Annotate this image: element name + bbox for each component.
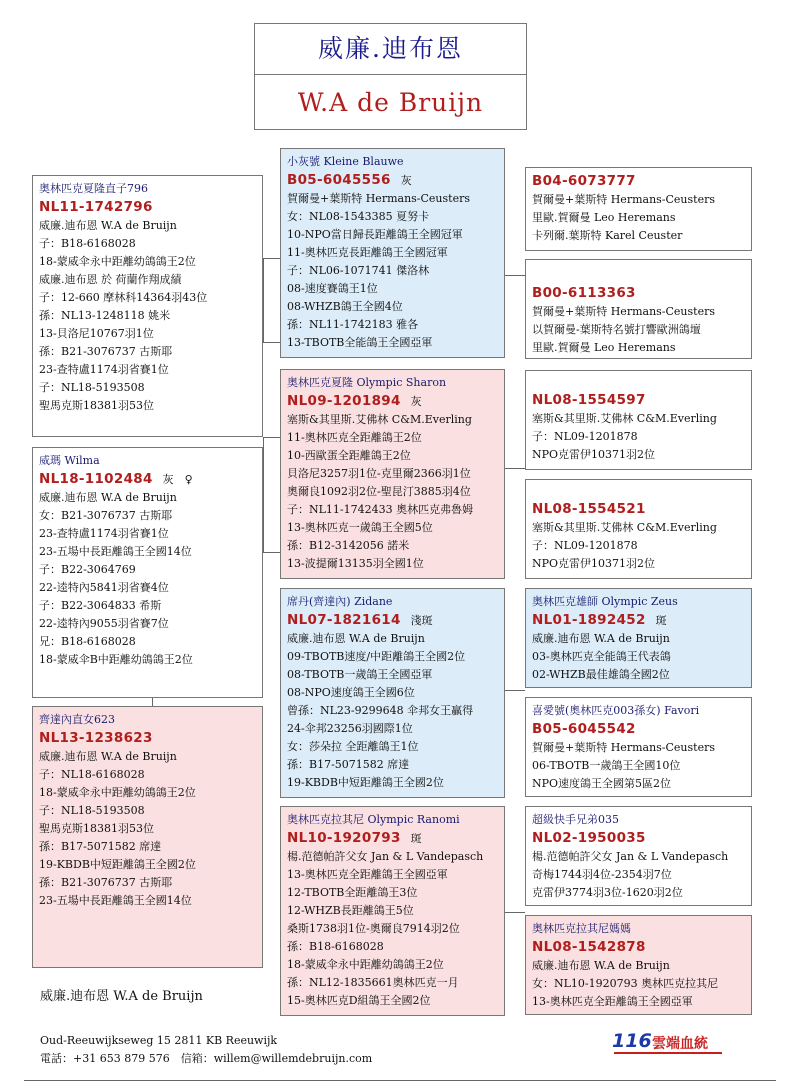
record-line: 子：NL09-1201878 xyxy=(532,430,638,443)
record-line: NPO速度鴿王全國第5區2位 xyxy=(532,777,672,790)
record-line: 奧爾良1092羽2位-聖昆汀3885羽4位 xyxy=(287,485,471,498)
ring-number: B00-6113363 xyxy=(532,285,636,301)
record-line: 13-TBOTB全能鴿王全國亞軍 xyxy=(287,336,433,349)
connector-line xyxy=(263,437,264,552)
record-line: 威廉.迪布恩 W.A de Bruijn xyxy=(532,959,670,972)
record-line: 孫：NL13-1248118 姚米 xyxy=(39,309,171,322)
great-grandparent-card xyxy=(525,479,752,579)
ring-number: NL08-1542878 xyxy=(532,939,646,955)
record-line: 22-逵特內5841羽省賽4位 xyxy=(39,581,169,594)
record-line: 10-NPO當日歸長距離鴿王全國冠軍 xyxy=(287,228,463,241)
record-line: 孫：B17-5071582 席達 xyxy=(39,840,162,853)
great-grandparent-card xyxy=(525,588,752,688)
connector-line xyxy=(505,690,525,691)
record-line: 13-波提爾13135羽全國1位 xyxy=(287,557,424,570)
record-line: 里歐.賀爾曼 Leo Heremans xyxy=(532,341,676,354)
record-line: 塞斯&其里斯.艾佛林 C&M.Everling xyxy=(532,521,717,534)
record-line: 子：B22-3064833 希斯 xyxy=(39,599,162,612)
record-line: 威廉.迪布恩 W.A de Bruijn xyxy=(532,632,670,645)
owner-signature: 威廉.迪布恩 W.A de Bruijn xyxy=(40,989,203,1004)
record-line: 子：NL18-5193508 xyxy=(39,381,145,394)
great-grandparent-card xyxy=(525,915,752,1015)
record-line: 子：12-660 摩林科14364羽43位 xyxy=(39,291,208,304)
record-line: NPO克雷伊10371羽2位 xyxy=(532,557,656,570)
connector-line xyxy=(505,912,525,913)
related-pigeon-card xyxy=(32,706,263,968)
dam-sire-card xyxy=(280,588,505,798)
great-grandparent-card xyxy=(525,697,752,797)
record-line: 子：B18-6168028 xyxy=(39,237,136,250)
contact-block xyxy=(40,1032,372,1068)
record-line: 12-WHZB長距離鴿王5位 xyxy=(287,904,414,917)
pigeon-name: 喜愛號(奧林匹克003孫女) Favori xyxy=(532,704,700,717)
subject-pigeon-card xyxy=(32,175,263,437)
brand-logo xyxy=(612,1030,722,1054)
record-line: 女：NL08-1543385 夏努卡 xyxy=(287,210,430,223)
great-grandparent-card xyxy=(525,167,752,251)
record-line: 賀爾曼+葉斯特 Hermans-Ceusters xyxy=(532,741,715,754)
pigeon-name: 奥林匹克夏隆 Olympic Sharon xyxy=(287,376,447,389)
record-line: 13-貝洛尼10767羽1位 xyxy=(39,327,154,340)
record-line: 08-NPO速度鴿王全國6位 xyxy=(287,686,415,699)
logo-text: 雲端血統 xyxy=(652,1036,708,1052)
record-line: 13-奧林匹克全距離鴿王全國亞軍 xyxy=(287,868,448,881)
connector-line xyxy=(263,552,280,553)
connector-line xyxy=(505,275,525,276)
sire-card xyxy=(280,148,505,358)
ring-number: NL18-1102484 灰 ♀ xyxy=(39,471,193,487)
record-line: 孫：B17-5071582 席達 xyxy=(287,758,410,771)
connector-line xyxy=(263,258,264,343)
record-line: 女：B21-3076737 古斯耶 xyxy=(39,509,173,522)
dam-card xyxy=(32,447,263,698)
record-line: 08-速度賽鴿王1位 xyxy=(287,282,378,295)
record-line: 曾孫：NL23-9299648 伞邦女王贏得 xyxy=(287,704,474,717)
record-line: 威廉.迪布恩 W.A de Bruijn xyxy=(39,750,177,763)
ring-number: NL10-1920793 斑 xyxy=(287,830,422,846)
record-line: 塞斯&其里斯.艾佛林 C&M.Everling xyxy=(287,413,472,426)
record-line: 賀爾曼+葉斯特 Hermans-Ceusters xyxy=(532,305,715,318)
great-grandparent-card xyxy=(525,806,752,906)
record-line: 以賀爾曼-葉斯特名號打響歐洲鴿壇 xyxy=(532,323,701,336)
ring-number: B04-6073777 xyxy=(532,173,636,189)
record-line: 里歐.賀爾曼 Leo Heremans xyxy=(532,211,676,224)
record-line: 克雷伊3774羽3位-1620羽2位 xyxy=(532,886,683,899)
ring-number: NL13-1238623 xyxy=(39,730,153,746)
record-line: 18-蒙威伞B中距離幼鴿鴿王2位 xyxy=(39,653,193,666)
record-line: 卡列爾.葉斯特 Karel Ceuster xyxy=(532,229,683,242)
ring-number: B05-6045542 xyxy=(532,721,636,737)
record-line: 13-奧林匹克全距離鴿王全國亞軍 xyxy=(532,995,693,1008)
ring-number: NL08-1554597 xyxy=(532,392,646,408)
owner-name-chinese: 威廉.迪布恩 xyxy=(255,24,526,75)
record-line: 兄：B18-6168028 xyxy=(39,635,136,648)
record-line: 08-TBOTB一歲鴿王全國亞軍 xyxy=(287,668,433,681)
record-line: 22-逵特內9055羽省賽7位 xyxy=(39,617,169,630)
record-line: 楊.范德帕許父女 Jan & L Vandepasch xyxy=(532,850,729,863)
connector-line xyxy=(263,437,280,438)
record-line: 賀爾曼+葉斯特 Hermans-Ceusters xyxy=(287,192,470,205)
record-line: 威廉.迪布恩 W.A de Bruijn xyxy=(39,491,177,504)
record-line: 孫：B21-3076737 古斯耶 xyxy=(39,345,173,358)
record-line: 08-WHZB鴿王全國4位 xyxy=(287,300,403,313)
footer-divider xyxy=(24,1080,776,1081)
record-line: 子：NL11-1742433 奧林匹克弗魯姆 xyxy=(287,503,474,516)
record-line: 24-伞邦23256羽國際1位 xyxy=(287,722,413,735)
record-line: 18-蒙威伞永中距離幼鴿鴿王2位 xyxy=(39,786,196,799)
record-line: 19-KBDB中短距離鴿王全國2位 xyxy=(287,776,444,789)
record-line: 子：NL09-1201878 xyxy=(532,539,638,552)
record-line: 23-五場中長距離鴿王全國14位 xyxy=(39,545,192,558)
record-line: 23-查特盧1174羽省賽1位 xyxy=(39,363,169,376)
record-line: 子：NL18-6168028 xyxy=(39,768,145,781)
record-line: 18-蒙威伞永中距離幼鴿鴿王2位 xyxy=(39,255,196,268)
ring-number: NL08-1554521 xyxy=(532,501,646,517)
pigeon-name: 奥林匹克夏隆直子796 xyxy=(39,182,148,195)
pigeon-name: 小灰號 Kleine Blauwe xyxy=(287,155,404,168)
record-line: 06-TBOTB一歲鴿王全國10位 xyxy=(532,759,681,772)
pigeon-name: 齊達內直女623 xyxy=(39,713,115,726)
record-line: 威廉.迪布恩 於 荷蘭作翔成績 xyxy=(39,273,182,286)
record-line: 貝洛尼3257羽1位-克里爾2366羽1位 xyxy=(287,467,471,480)
ring-number: NL02-1950035 xyxy=(532,830,646,846)
record-line: 奇梅1744羽4位-2354羽7位 xyxy=(532,868,672,881)
pigeon-name: 奥林匹克雄師 Olympic Zeus xyxy=(532,595,678,608)
record-line: 孫：B18-6168028 xyxy=(287,940,384,953)
record-line: 女：莎朵拉 全距離鴿王1位 xyxy=(287,740,419,753)
address-line: Oud-Reeuwijkseweg 15 2811 KB Reeuwijk xyxy=(40,1034,278,1047)
pedigree-header xyxy=(254,23,527,130)
logo-number: 116 xyxy=(612,1030,652,1052)
record-line: 孫：B12-3142056 諾米 xyxy=(287,539,410,552)
record-line: 塞斯&其里斯.艾佛林 C&M.Everling xyxy=(532,412,717,425)
record-line: 02-WHZB最佳雄鴿全國2位 xyxy=(532,668,670,681)
pigeon-name: 奥林匹克拉其尼 Olympic Ranomi xyxy=(287,813,460,826)
ring-number: NL11-1742796 xyxy=(39,199,153,215)
dam-dam-card xyxy=(280,806,505,1016)
pigeon-name: 超級快手兄弟035 xyxy=(532,813,619,826)
connector-line xyxy=(263,342,280,343)
logo-underline xyxy=(614,1052,722,1054)
record-line: 子：NL18-5193508 xyxy=(39,804,145,817)
pigeon-name: 席丹(齊達內) Zidane xyxy=(287,595,393,608)
great-grandparent-card xyxy=(525,370,752,470)
record-line: 13-奧林匹克一歲鴿王全國5位 xyxy=(287,521,433,534)
record-line: 03-奧林匹克全能鴿王代表鴿 xyxy=(532,650,671,663)
record-line: NPO克雷伊10371羽2位 xyxy=(532,448,656,461)
record-line: 09-TBOTB速度/中距離鴿王全國2位 xyxy=(287,650,466,663)
pigeon-name: 奥林匹克拉其尼媽媽 xyxy=(532,922,631,935)
ring-number: NL01-1892452 斑 xyxy=(532,612,667,628)
record-line: 23-查特盧1174羽省賽1位 xyxy=(39,527,169,540)
connector-line xyxy=(263,258,280,259)
record-line: 楊.范德帕許父女 Jan & L Vandepasch xyxy=(287,850,484,863)
record-line: 桑斯1738羽1位-奧爾良7914羽2位 xyxy=(287,922,460,935)
pigeon-name: 威瑪 Wilma xyxy=(39,454,100,467)
record-line: 孫：NL12-1835661奧林匹克一月 xyxy=(287,976,459,989)
record-line: 賀爾曼+葉斯特 Hermans-Ceusters xyxy=(532,193,715,206)
record-line: 12-TBOTB全距離鴿王3位 xyxy=(287,886,418,899)
record-line: 子：B22-3064769 xyxy=(39,563,136,576)
ring-number: NL09-1201894 灰 xyxy=(287,393,422,409)
record-line: 女：NL10-1920793 奧林匹克拉其尼 xyxy=(532,977,719,990)
record-line: 11-奧林匹克長距離鴿王全國冠軍 xyxy=(287,246,448,259)
record-line: 19-KBDB中短距離鴿王全國2位 xyxy=(39,858,196,871)
contact-line: 電話：+31 653 879 576 信箱：willem@willemdebruijn.com xyxy=(40,1052,373,1065)
connector-line xyxy=(505,468,525,469)
record-line: 威廉.迪布恩 W.A de Bruijn xyxy=(39,219,177,232)
ring-number: B05-6045556 灰 xyxy=(287,172,412,188)
record-line: 23-五場中長距離鴿王全國14位 xyxy=(39,894,192,907)
record-line: 孫：NL11-1742183 雅各 xyxy=(287,318,419,331)
record-line: 11-奧林匹克全距離鴿王2位 xyxy=(287,431,422,444)
record-line: 孫：B21-3076737 古斯耶 xyxy=(39,876,173,889)
record-line: 聖馬克斯18381羽53位 xyxy=(39,822,154,835)
record-line: 聖馬克斯18381羽53位 xyxy=(39,399,154,412)
record-line: 10-西歐蛋全距離鴿王2位 xyxy=(287,449,411,462)
record-line: 18-蒙威伞永中距離幼鴿鴿王2位 xyxy=(287,958,444,971)
record-line: 子：NL06-1071741 傑洛林 xyxy=(287,264,430,277)
ring-number: NL07-1821614 淺斑 xyxy=(287,612,433,628)
sire-dam-card xyxy=(280,369,505,579)
record-line: 威廉.迪布恩 W.A de Bruijn xyxy=(287,632,425,645)
owner-name-english: W.A de Bruijn xyxy=(297,88,484,117)
great-grandparent-card xyxy=(525,259,752,359)
record-line: 15-奧林匹克D組鴿王全國2位 xyxy=(287,994,431,1007)
connector-line xyxy=(152,698,153,706)
